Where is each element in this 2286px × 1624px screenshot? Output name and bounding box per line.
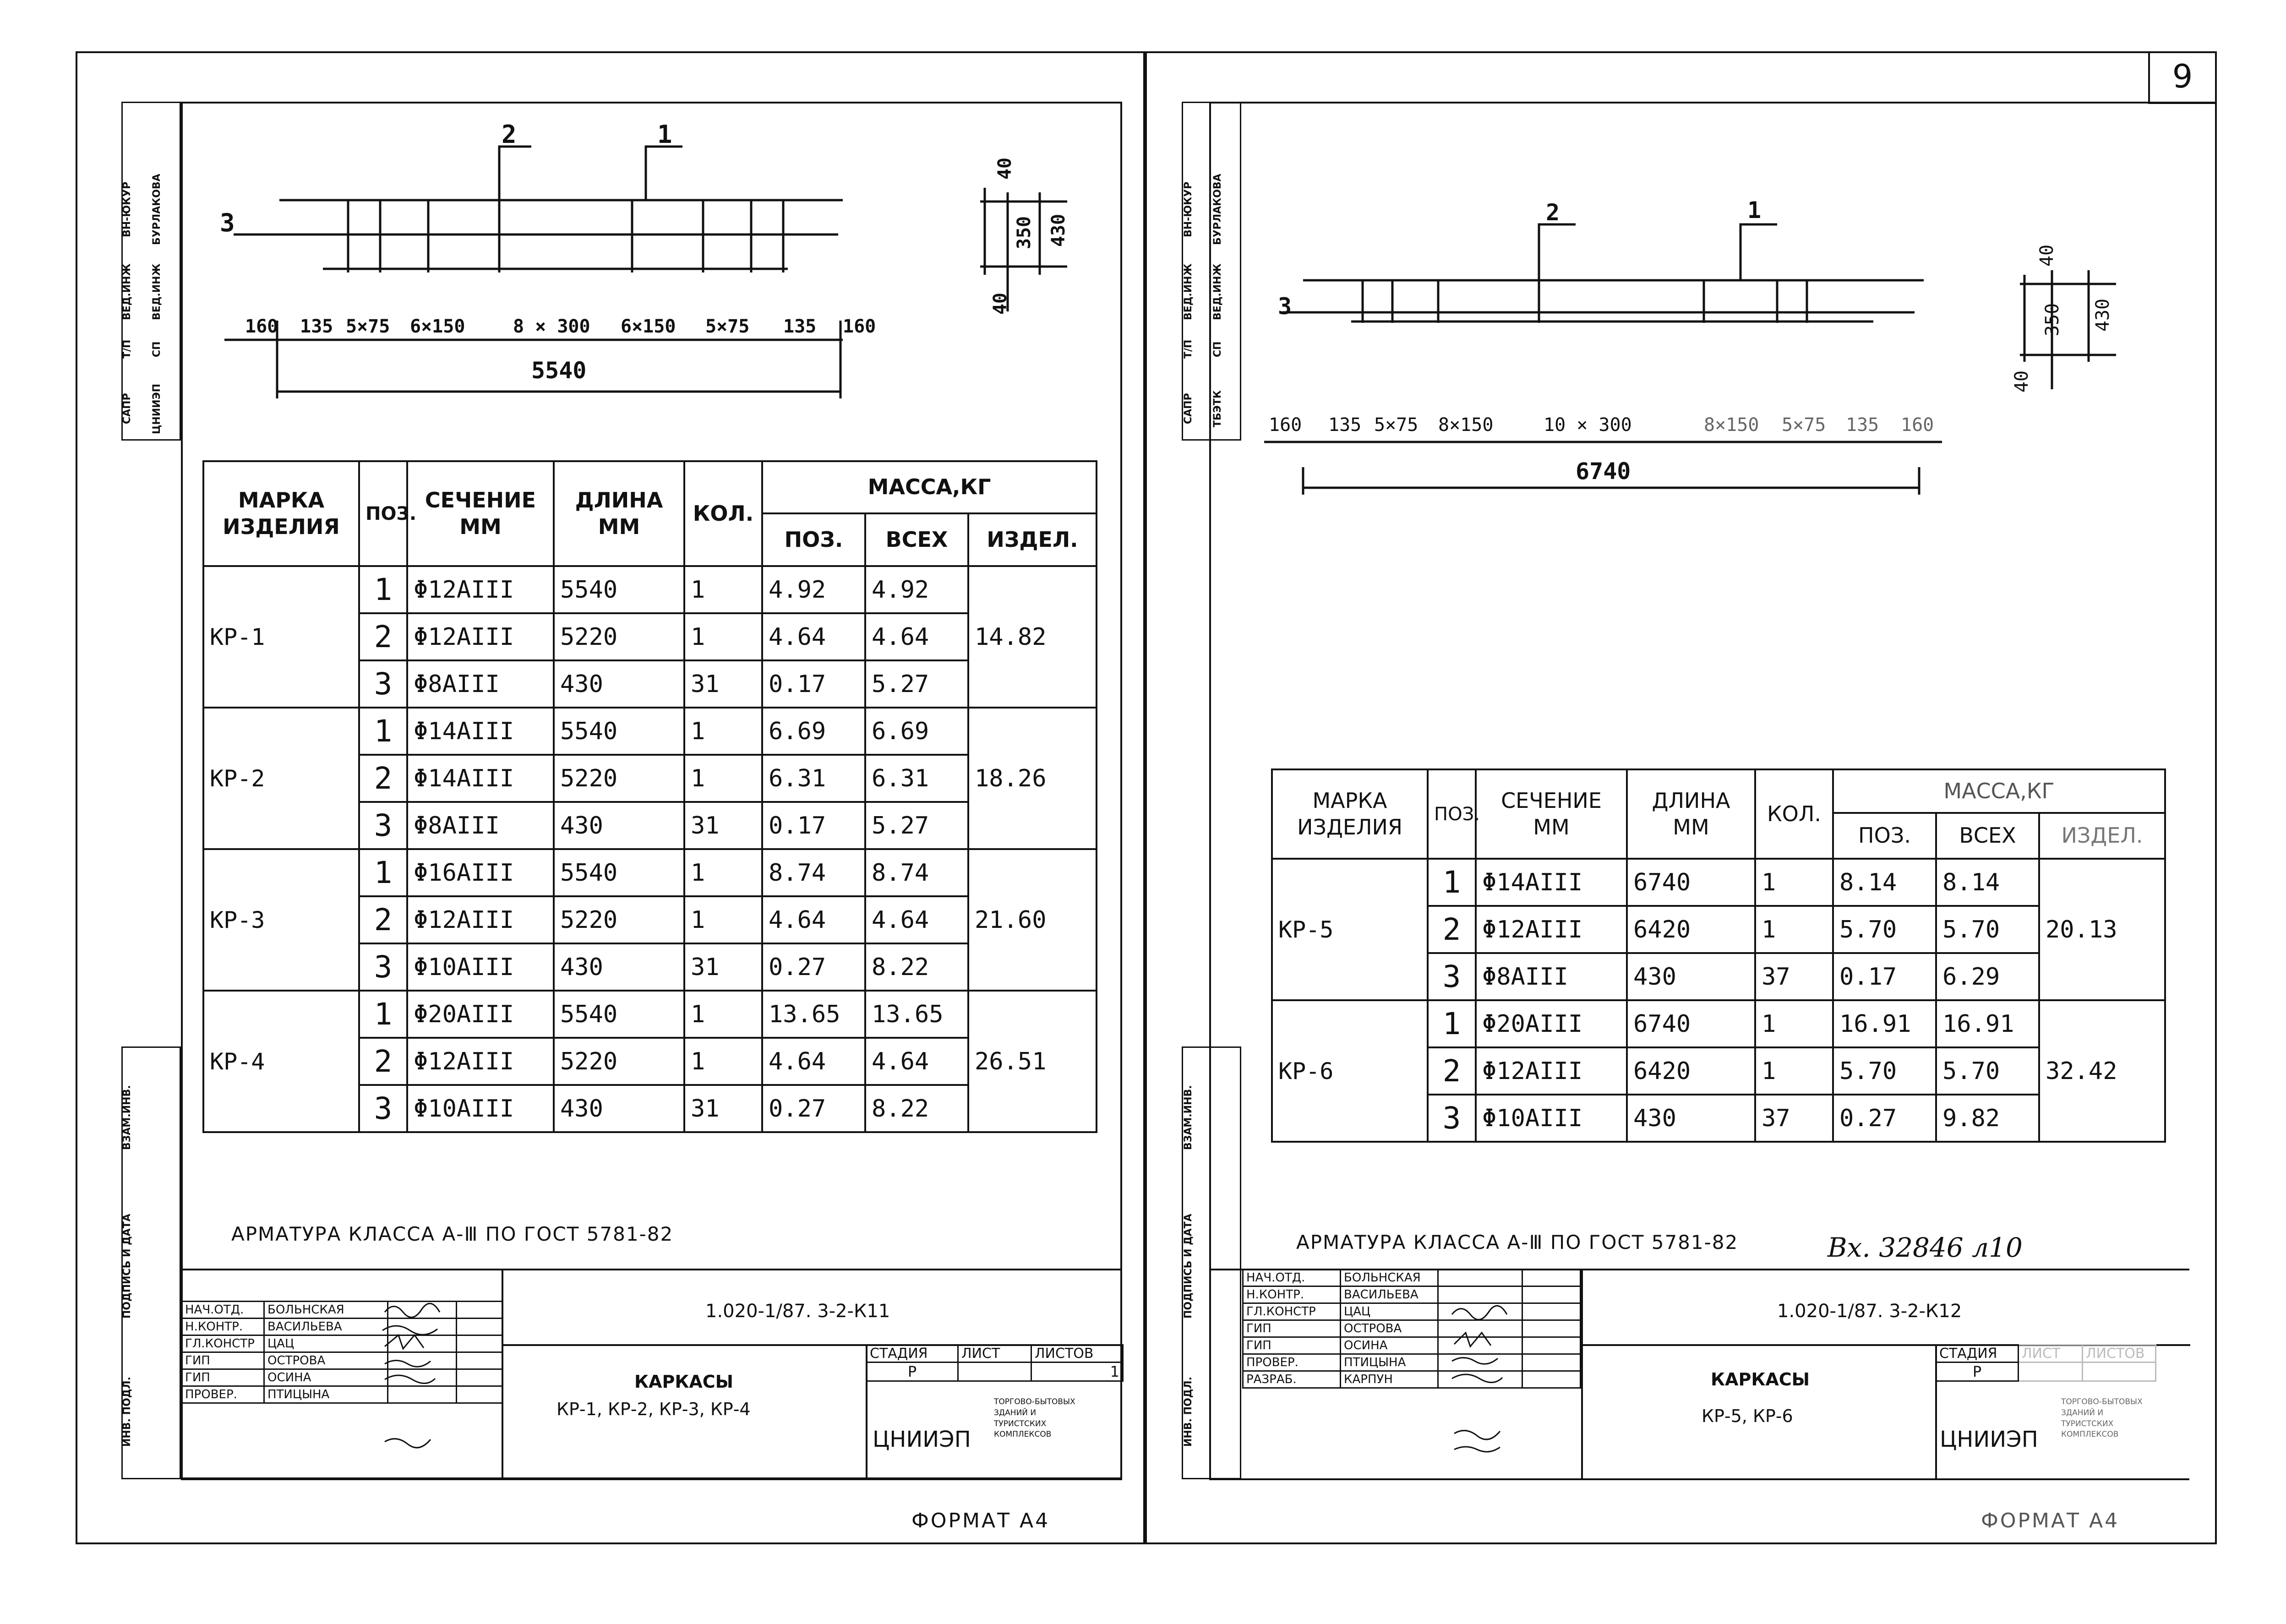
mass-pos-cell: 13.65	[762, 991, 865, 1038]
qty-cell: 31	[684, 802, 762, 849]
mass-all-cell: 6.31	[865, 755, 968, 802]
document-code: 1.020-1/87. 3-2-К12	[1777, 1301, 1962, 1322]
side-stamp-cell: ВЕД.ИНЖ	[1212, 263, 1223, 321]
length-cell: 5540	[554, 708, 684, 755]
mass-pos-cell: 4.92	[762, 566, 865, 613]
mass-all-cell: 6.29	[1936, 953, 2039, 1000]
length-cell: 6420	[1627, 1047, 1755, 1095]
section-cell: Φ8AIII	[1476, 953, 1627, 1000]
vertical-dim: 40	[990, 292, 1011, 315]
length-cell: 6420	[1627, 906, 1755, 953]
length-cell: 5540	[554, 849, 684, 896]
pos-cell: 3	[1428, 953, 1476, 1000]
mass-pos-cell: 16.91	[1833, 1000, 1936, 1047]
pos-cell: 2	[359, 1038, 407, 1085]
pos-cell: 3	[359, 943, 407, 991]
mass-pos-cell: 8.74	[762, 849, 865, 896]
side-stamp-cell: ИНВ. ПОДЛ.	[1183, 1377, 1194, 1447]
dim-label: 5×75	[705, 316, 750, 337]
side-stamp-cell: САПР	[1183, 393, 1194, 425]
role-cell: РАЗРАБ.	[1243, 1371, 1341, 1388]
qty-cell: 1	[684, 566, 762, 613]
mass-all-cell: 4.64	[865, 1038, 968, 1085]
stage-table: СТАДИЯ ЛИСТ ЛИСТОВ Р 1	[866, 1344, 1124, 1382]
mass-pos-cell: 6.31	[762, 755, 865, 802]
qty-cell: 1	[684, 613, 762, 660]
dim-label: 8 × 300	[513, 316, 590, 337]
header-section: СЕЧЕНИЕ ММ	[1476, 769, 1627, 859]
length-cell: 6740	[1627, 859, 1755, 906]
pos-cell: 1	[359, 849, 407, 896]
pos-cell: 2	[1428, 1047, 1476, 1095]
side-stamp-cell: СП	[1212, 341, 1223, 357]
section-cell: Φ8AIII	[407, 802, 554, 849]
side-stamp-cell: Т/П	[1183, 339, 1194, 359]
header-mass-item: ИЗДЕЛ.	[968, 513, 1097, 566]
role-cell: ГЛ.КОНСТР	[182, 1335, 264, 1352]
stage-value: Р	[1936, 1362, 2019, 1381]
document-code: 1.020-1/87. 3-2-К11	[705, 1301, 890, 1322]
total-length: 5540	[531, 357, 587, 384]
pos-cell: 2	[1428, 906, 1476, 953]
mass-pos-cell: 5.70	[1833, 906, 1936, 953]
mass-item-cell: 26.51	[968, 991, 1097, 1132]
document-name: КАРКАСЫ	[1711, 1369, 1810, 1390]
role-cell: НАЧ.ОТД.	[1243, 1270, 1341, 1286]
header-qty: КОЛ.	[1755, 769, 1833, 859]
section-cell: Φ12AIII	[1476, 1047, 1627, 1095]
dim-label: 6×150	[621, 316, 676, 337]
section-cell: Φ8AIII	[407, 660, 554, 708]
pos-cell: 1	[1428, 859, 1476, 906]
vertical-dim: 430	[2092, 298, 2114, 332]
pos-cell: 2	[359, 755, 407, 802]
stage-value: Р	[867, 1362, 958, 1381]
header-length: ДЛИНА ММ	[554, 461, 684, 566]
vertical-dim: 40	[2011, 370, 2033, 393]
callout-2: 2	[1546, 199, 1560, 226]
sheets-value: 1	[1031, 1362, 1123, 1381]
header-mass-item: ИЗДЕЛ.	[2039, 813, 2165, 859]
header-qty: КОЛ.	[684, 461, 762, 566]
name-cell: ПТИЦЫНА	[1341, 1354, 1438, 1371]
mass-all-cell: 4.64	[865, 896, 968, 943]
qty-cell: 1	[684, 708, 762, 755]
mass-all-cell: 4.92	[865, 566, 968, 613]
dim-label: 5×75	[1782, 414, 1826, 436]
qty-cell: 1	[684, 1038, 762, 1085]
mark-cell: КР-4	[203, 991, 359, 1132]
header-mass-all: ВСЕХ	[865, 513, 968, 566]
side-stamp-cell: ИНВ. ПОДЛ.	[121, 1377, 133, 1447]
reinforcement-note: АРМАТУРА КЛАССА А-Ⅲ ПО ГОСТ 5781-82	[1296, 1231, 1739, 1253]
qty-cell: 37	[1755, 1095, 1833, 1142]
dim-label: 160	[1901, 414, 1934, 436]
name-cell: ЦАЦ	[264, 1335, 388, 1352]
dim-label: 8×150	[1704, 414, 1759, 436]
organization-desc: ТОРГОВО-БЫТОВЫХ ЗДАНИЙ И ТУРИСТСКИХ КОМПЛЕКСОВ	[994, 1397, 1075, 1439]
mass-all-cell: 8.14	[1936, 859, 2039, 906]
mass-pos-cell: 4.64	[762, 896, 865, 943]
section-cell: Φ20AIII	[407, 991, 554, 1038]
vertical-dim: 350	[1014, 216, 1035, 250]
format-label: ФОРМАТ А4	[911, 1509, 1050, 1532]
mark-cell: КР-1	[203, 566, 359, 708]
length-cell: 5220	[554, 613, 684, 660]
mark-cell: КР-6	[1272, 1000, 1428, 1142]
role-cell: ГИП	[182, 1352, 264, 1369]
mass-pos-cell: 0.27	[762, 943, 865, 991]
side-stamp-cell: ВЕД.ИНЖ	[1183, 263, 1194, 321]
mass-all-cell: 5.27	[865, 660, 968, 708]
qty-cell: 31	[684, 943, 762, 991]
document-subname: КР-1, КР-2, КР-3, КР-4	[556, 1399, 751, 1419]
qty-cell: 37	[1755, 953, 1833, 1000]
pos-cell: 3	[1428, 1095, 1476, 1142]
mass-pos-cell: 0.27	[1833, 1095, 1936, 1142]
side-stamp-cell: ВЕД.ИНЖ	[151, 263, 163, 321]
section-cell: Φ12AIII	[407, 566, 554, 613]
mark-cell: КР-2	[203, 708, 359, 849]
organization-desc: ТОРГОВО-БЫТОВЫХ ЗДАНИЙ И ТУРИСТСКИХ КОМПЛЕКСОВ	[2061, 1397, 2143, 1439]
section-cell: Φ12AIII	[407, 896, 554, 943]
organization: ЦНИИЭП	[873, 1427, 971, 1452]
length-cell: 430	[554, 1085, 684, 1132]
header-mass: МАССА,КГ	[762, 461, 1097, 513]
mass-pos-cell: 5.70	[1833, 1047, 1936, 1095]
qty-cell: 1	[1755, 859, 1833, 906]
side-stamp-cell: ТБЭТК	[1212, 390, 1223, 427]
side-stamp-cell: ПОДПИСЬ И ДАТА	[121, 1214, 133, 1319]
role-cell: ГЛ.КОНСТР	[1243, 1303, 1341, 1320]
pos-cell: 1	[359, 991, 407, 1038]
dim-label: 135	[783, 316, 817, 337]
side-stamp-cell: СП	[151, 341, 163, 357]
mark-cell: КР-5	[1272, 859, 1428, 1000]
mass-all-cell: 13.65	[865, 991, 968, 1038]
section-cell: Φ12AIII	[1476, 906, 1627, 953]
length-cell: 430	[554, 802, 684, 849]
mass-all-cell: 8.74	[865, 849, 968, 896]
role-cell: ПРОВЕР.	[182, 1386, 264, 1403]
header-pos: ПОЗ.	[1428, 769, 1476, 859]
role-cell: НАЧ.ОТД.	[182, 1302, 264, 1319]
stage-table: СТАДИЯ ЛИСТ ЛИСТОВ Р	[1935, 1344, 2156, 1382]
dim-label: 160	[1269, 414, 1302, 436]
name-cell: ОСТРОВА	[264, 1352, 388, 1369]
header-section: СЕЧЕНИЕ ММ	[407, 461, 554, 566]
length-cell: 5540	[554, 566, 684, 613]
qty-cell: 1	[684, 896, 762, 943]
mass-all-cell: 5.70	[1936, 1047, 2039, 1095]
header-pos: ПОЗ.	[359, 461, 407, 566]
header-length: ДЛИНА ММ	[1627, 769, 1755, 859]
organization: ЦНИИЭП	[1940, 1427, 2038, 1452]
format-label: ФОРМАТ А4	[1981, 1509, 2120, 1532]
mass-pos-cell: 6.69	[762, 708, 865, 755]
mass-all-cell: 8.22	[865, 1085, 968, 1132]
mass-all-cell: 16.91	[1936, 1000, 2039, 1047]
pos-cell: 2	[359, 613, 407, 660]
mass-all-cell: 8.22	[865, 943, 968, 991]
vertical-dim: 40	[2036, 244, 2058, 267]
name-cell: ВАСИЛЬЕВА	[1341, 1286, 1438, 1303]
side-stamp-cell: ЦНИИЭП	[151, 383, 163, 434]
header-mark: МАРКА ИЗДЕЛИЯ	[203, 461, 359, 566]
side-stamp-cell: ВН-ЮКУР	[121, 181, 133, 238]
pos-cell: 1	[359, 708, 407, 755]
callout-2: 2	[502, 120, 517, 149]
mass-item-cell: 32.42	[2039, 1000, 2165, 1142]
side-stamp-cell: БУРЛАКОВА	[1212, 174, 1223, 245]
side-stamp-cell: БУРЛАКОВА	[151, 174, 163, 245]
section-cell: Φ16AIII	[407, 849, 554, 896]
pos-cell: 2	[359, 896, 407, 943]
role-cell: ПРОВЕР.	[1243, 1354, 1341, 1371]
section-cell: Φ10AIII	[1476, 1095, 1627, 1142]
header-mark: МАРКА ИЗДЕЛИЯ	[1272, 769, 1428, 859]
page-number: 9	[2172, 58, 2193, 95]
mass-pos-cell: 0.27	[762, 1085, 865, 1132]
incoming-stamp: Вх. 32846 л10	[1828, 1232, 2023, 1263]
callout-3: 3	[220, 208, 235, 237]
section-cell: Φ14AIII	[407, 755, 554, 802]
name-cell: БОЛЬНСКАЯ	[1341, 1270, 1438, 1286]
section-cell: Φ12AIII	[407, 1038, 554, 1085]
mass-pos-cell: 0.17	[1833, 953, 1936, 1000]
section-cell: Φ12AIII	[407, 613, 554, 660]
name-cell: ОСТРОВА	[1341, 1320, 1438, 1337]
length-cell: 5220	[554, 1038, 684, 1085]
dim-label: 5×75	[346, 316, 390, 337]
name-cell: КАРПУН	[1341, 1371, 1438, 1388]
pos-cell: 3	[359, 802, 407, 849]
name-cell: ПТИЦЫНА	[264, 1386, 388, 1403]
side-stamp-cell: Т/П	[121, 339, 133, 359]
section-cell: Φ20AIII	[1476, 1000, 1627, 1047]
qty-cell: 1	[1755, 1047, 1833, 1095]
side-stamp-cell: ВН-ЮКУР	[1183, 181, 1194, 238]
qty-cell: 1	[684, 755, 762, 802]
section-cell: Φ14AIII	[1476, 859, 1627, 906]
length-cell: 5540	[554, 991, 684, 1038]
qty-cell: 1	[1755, 1000, 1833, 1047]
mark-cell: КР-3	[203, 849, 359, 991]
mass-item-cell: 21.60	[968, 849, 1097, 991]
qty-cell: 31	[684, 1085, 762, 1132]
header-mass: МАССА,КГ	[1833, 769, 2165, 813]
side-stamp-cell: ВЕД.ИНЖ	[121, 263, 133, 321]
total-length: 6740	[1576, 458, 1631, 485]
pos-cell: 3	[359, 660, 407, 708]
name-cell: ВАСИЛЬЕВА	[264, 1319, 388, 1335]
dim-label: 8×150	[1438, 414, 1494, 436]
document-name: КАРКАСЫ	[634, 1372, 734, 1392]
header-mass-pos: ПОЗ.	[1833, 813, 1936, 859]
callout-1: 1	[657, 120, 672, 149]
length-cell: 5220	[554, 896, 684, 943]
dim-label: 135	[300, 316, 333, 337]
reinforcement-note: АРМАТУРА КЛАССА А-Ⅲ ПО ГОСТ 5781-82	[231, 1223, 674, 1245]
dim-label: 135	[1328, 414, 1362, 436]
dim-label: 135	[1846, 414, 1879, 436]
qty-cell: 1	[684, 991, 762, 1038]
vertical-dim: 350	[2042, 303, 2063, 337]
mass-all-cell: 6.69	[865, 708, 968, 755]
mass-all-cell: 9.82	[1936, 1095, 2039, 1142]
callout-1: 1	[1747, 197, 1762, 223]
mass-all-cell: 5.27	[865, 802, 968, 849]
section-cell: Φ10AIII	[407, 943, 554, 991]
length-cell: 430	[1627, 953, 1755, 1000]
callout-3: 3	[1278, 293, 1292, 320]
mass-pos-cell: 4.64	[762, 613, 865, 660]
mass-all-cell: 4.64	[865, 613, 968, 660]
side-stamp-cell: ВЗАМ.ИНВ.	[1183, 1085, 1194, 1150]
pos-cell: 3	[359, 1085, 407, 1132]
section-cell: Φ14AIII	[407, 708, 554, 755]
qty-cell: 1	[684, 849, 762, 896]
role-cell: ГИП	[1243, 1337, 1341, 1354]
mass-pos-cell: 8.14	[1833, 859, 1936, 906]
dim-label: 160	[843, 316, 876, 337]
role-cell: Н.КОНТР.	[1243, 1286, 1341, 1303]
length-cell: 6740	[1627, 1000, 1755, 1047]
qty-cell: 1	[1755, 906, 1833, 953]
dim-label: 10 × 300	[1544, 414, 1632, 436]
name-cell: ОСИНА	[264, 1369, 388, 1386]
dim-label: 6×150	[410, 316, 465, 337]
qty-cell: 31	[684, 660, 762, 708]
mass-item-cell: 18.26	[968, 708, 1097, 849]
name-cell: ОСИНА	[1341, 1337, 1438, 1354]
mass-all-cell: 5.70	[1936, 906, 2039, 953]
role-cell: Н.КОНТР.	[182, 1319, 264, 1335]
side-stamp-cell: САПР	[121, 393, 133, 425]
dim-label: 5×75	[1374, 414, 1419, 436]
length-cell: 430	[554, 943, 684, 991]
length-cell: 5220	[554, 755, 684, 802]
vertical-dim: 430	[1048, 213, 1069, 247]
pos-cell: 1	[1428, 1000, 1476, 1047]
dim-label: 160	[245, 316, 278, 337]
vertical-dim: 40	[994, 157, 1016, 180]
name-cell: БОЛЬНСКАЯ	[264, 1302, 388, 1319]
length-cell: 430	[1627, 1095, 1755, 1142]
header-mass-pos: ПОЗ.	[762, 513, 865, 566]
side-stamp-cell: ВЗАМ.ИНВ.	[121, 1085, 133, 1150]
section-cell: Φ10AIII	[407, 1085, 554, 1132]
mass-item-cell: 20.13	[2039, 859, 2165, 1000]
header-mass-all: ВСЕХ	[1936, 813, 2039, 859]
mass-pos-cell: 4.64	[762, 1038, 865, 1085]
mass-pos-cell: 0.17	[762, 660, 865, 708]
pos-cell: 1	[359, 566, 407, 613]
name-cell: ЦАЦ	[1341, 1303, 1438, 1320]
side-stamp-cell: ПОДПИСЬ И ДАТА	[1183, 1214, 1194, 1319]
role-cell: ГИП	[1243, 1320, 1341, 1337]
mass-pos-cell: 0.17	[762, 802, 865, 849]
role-cell: ГИП	[182, 1369, 264, 1386]
document-subname: КР-5, КР-6	[1702, 1406, 1793, 1426]
mass-item-cell: 14.82	[968, 566, 1097, 708]
length-cell: 430	[554, 660, 684, 708]
